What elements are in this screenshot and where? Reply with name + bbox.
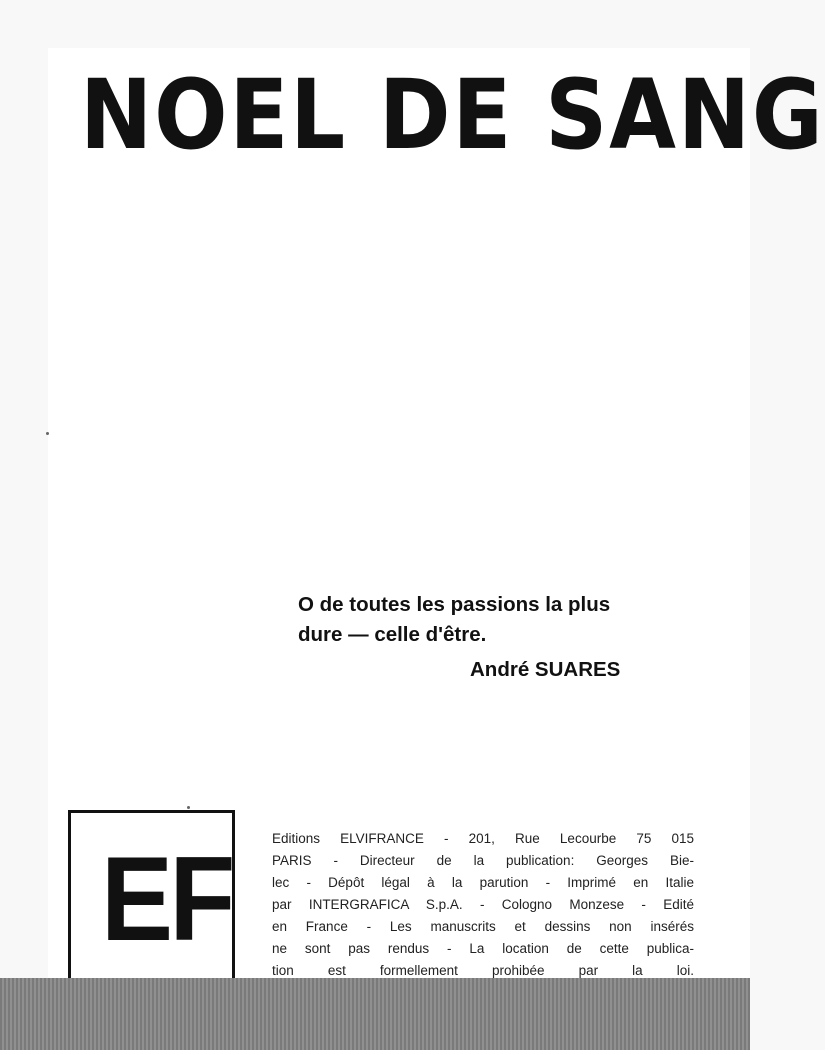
publisher-logo — [68, 810, 235, 990]
publisher-logo-text: EF — [101, 832, 232, 966]
imprint-text — [272, 828, 694, 982]
print-speck — [46, 432, 49, 435]
imprint-line: en France - Les manuscrits et dessins non insérés — [272, 919, 694, 934]
imprint-line: par INTERGRAFICA S.p.A. - Cologno Monzese - Edité — [272, 897, 694, 912]
book-title: NOEL DE SANG — [80, 59, 825, 171]
epigraph-author: André SUARES — [470, 658, 621, 681]
epigraph-quote — [298, 590, 708, 650]
scan-artifact-band — [0, 978, 750, 1050]
epigraph-line: O de toutes les passions la plus — [298, 593, 611, 616]
imprint-line: ne sont pas rendus - La location de cette publica- — [272, 941, 694, 956]
epigraph-line: dure — celle d'être. — [298, 623, 487, 646]
imprint-line: lec - Dépôt légal à la parution - Imprimé en Italie — [272, 875, 694, 890]
imprint-line: Editions ELVIFRANCE - 201, Rue Lecourbe 75 015 — [272, 831, 694, 846]
imprint-line: tion est formellement prohibée par la loi. — [272, 963, 694, 978]
imprint-line: PARIS - Directeur de la publication: Georges Bie- — [272, 853, 694, 868]
print-speck — [187, 806, 190, 809]
